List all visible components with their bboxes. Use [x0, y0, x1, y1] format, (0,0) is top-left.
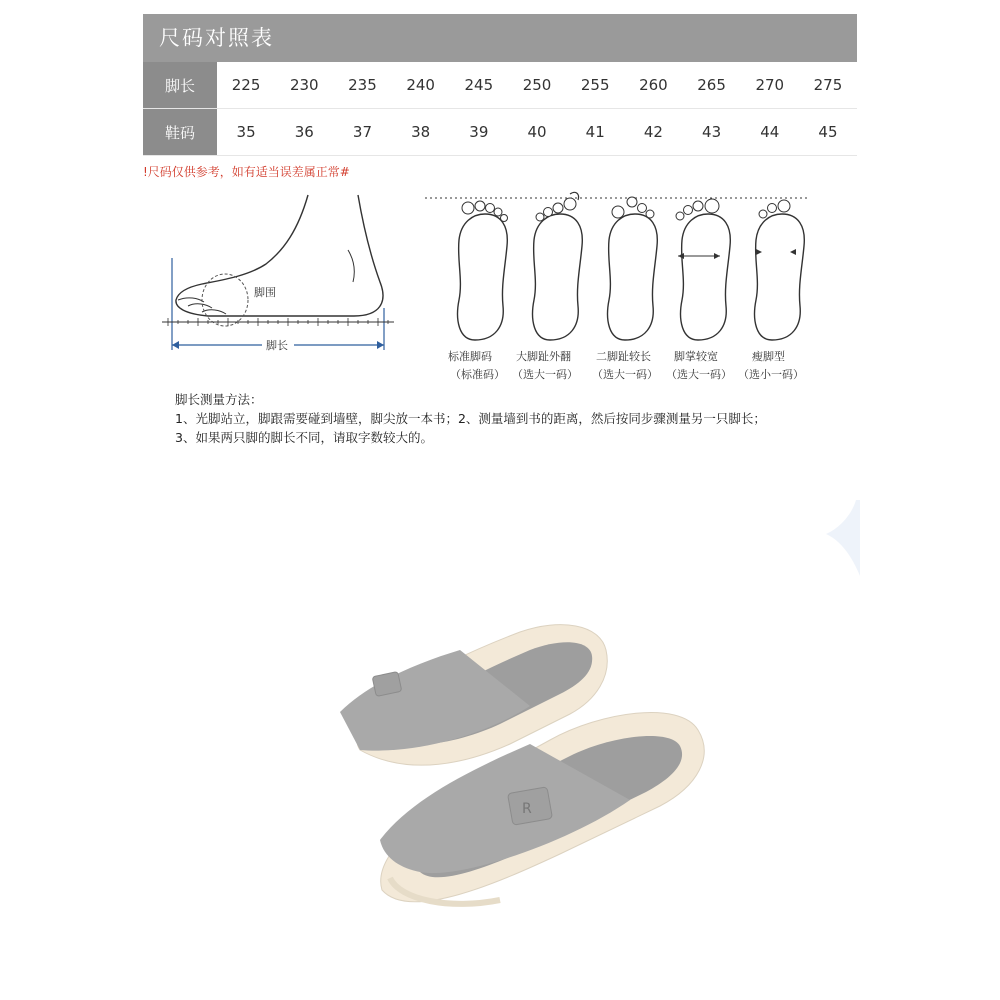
- foot-type-advice: （选小一码）: [738, 368, 804, 381]
- strap-logo: R: [522, 801, 532, 817]
- foot-length-cell: 225: [231, 76, 261, 94]
- foot-type-advice: （标准码）: [450, 368, 505, 381]
- shoe-size-header: 鞋码: [143, 109, 217, 155]
- measure-instructions: [175, 390, 766, 447]
- shoe-size-cell: 38: [411, 123, 431, 141]
- foot-length-cell: 265: [697, 76, 726, 94]
- foot-length-cell: 275: [813, 76, 843, 94]
- shoe-size-cell: 44: [760, 123, 780, 141]
- size-disclaimer: !尺码仅供参考，如有适当误差属正常#: [143, 165, 350, 179]
- foot-type-long-second-toe: [608, 197, 658, 340]
- foot-side-diagram: [158, 190, 398, 360]
- foot-length-header: 脚长: [143, 62, 217, 108]
- foot-type-label: 二脚趾较长: [596, 350, 651, 363]
- foot-length-row: [143, 62, 857, 109]
- foot-type-label: 瘦脚型: [752, 350, 785, 363]
- length-label: 脚长: [266, 339, 288, 352]
- foot-type-label: 标准脚码: [448, 350, 492, 363]
- slide-sandal-pair-photo: [300, 610, 720, 920]
- foot-length-cell: 245: [464, 76, 494, 94]
- measure-step-2: 3、如果两只脚的脚长不同，请取字数较大的。: [175, 430, 433, 445]
- shoe-size-row: [143, 109, 857, 156]
- foot-type-advice: （选大一码）: [592, 368, 658, 381]
- shoe-size-cell: 39: [469, 123, 489, 141]
- foot-type-label: 脚掌较宽: [674, 350, 718, 363]
- shoe-size-cell: 45: [818, 123, 838, 141]
- foot-type-label: 大脚趾外翻: [516, 350, 571, 363]
- shoe-size-cell: 36: [294, 123, 314, 141]
- foot-length-cell: 240: [406, 76, 435, 94]
- foot-length-cell: 270: [755, 76, 785, 94]
- girth-label: 脚围: [254, 286, 276, 299]
- foot-types-diagram: [420, 190, 820, 385]
- decorative-shape: [826, 500, 860, 576]
- shoe-size-cell: 35: [236, 123, 256, 141]
- foot-type-bunion: [533, 192, 583, 340]
- foot-type-slim: [755, 200, 805, 340]
- size-chart-table: [143, 14, 857, 156]
- shoe-size-cell: 42: [643, 123, 663, 141]
- foot-length-cell: 260: [639, 76, 668, 94]
- shoe-size-cell: 37: [352, 123, 373, 141]
- shoe-size-cell: 43: [702, 123, 722, 141]
- foot-length-cell: 255: [580, 76, 610, 94]
- foot-length-cell: 230: [289, 76, 319, 94]
- shoe-size-cell: 40: [527, 123, 547, 141]
- foot-type-wide: [676, 199, 730, 340]
- foot-type-advice: （选大一码）: [512, 368, 578, 381]
- foot-type-advice: （选大一码）: [666, 368, 732, 381]
- shoe-size-cell: 41: [585, 123, 605, 141]
- foot-length-cell: 250: [522, 76, 552, 94]
- size-chart-title: 尺码对照表: [143, 14, 857, 62]
- foot-length-cell: 235: [348, 76, 377, 94]
- foot-type-standard: [458, 201, 508, 340]
- measure-step-1: 1、光脚站立，脚跟需要碰到墙壁，脚尖放一本书；2、测量墙到书的距离，然后按同步骤测量另一只脚长；: [175, 411, 766, 426]
- measure-title: 脚长测量方法：: [175, 392, 263, 407]
